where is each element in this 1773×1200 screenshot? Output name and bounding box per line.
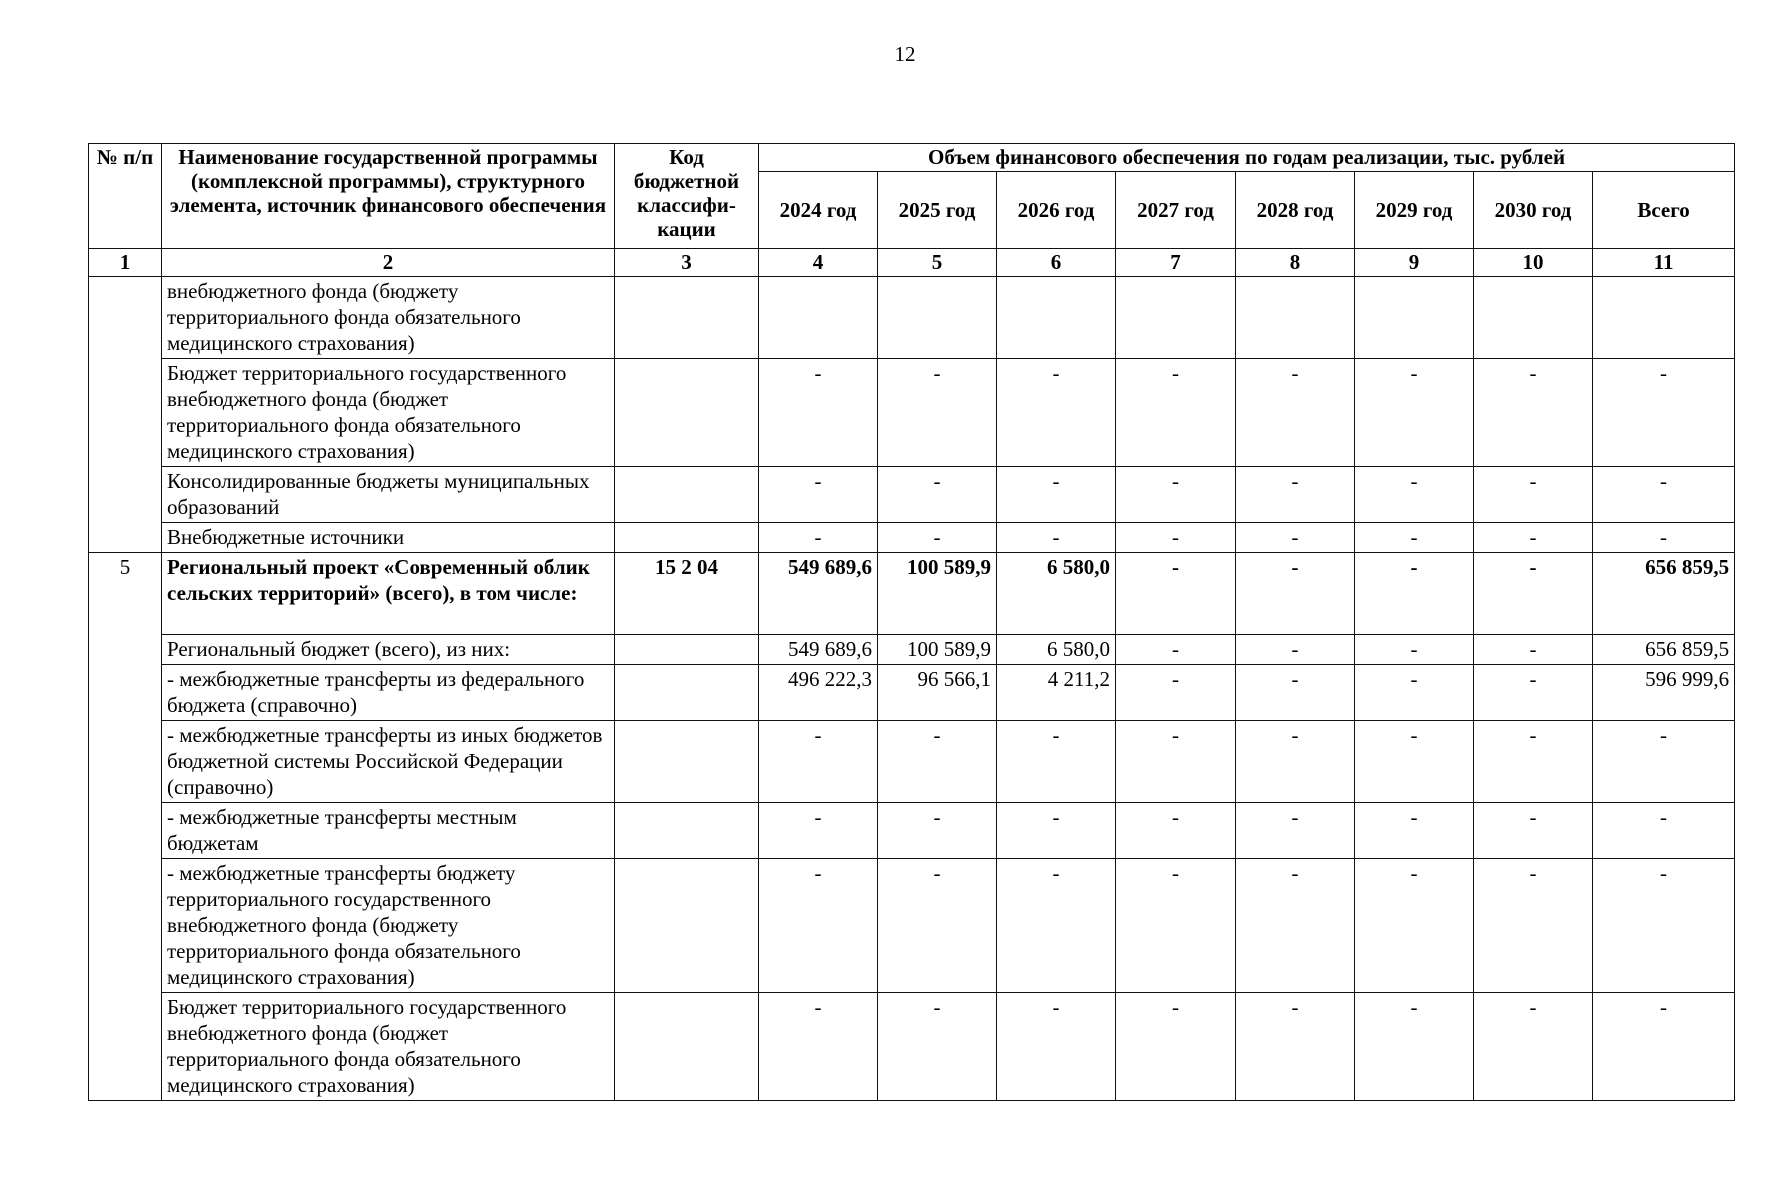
row-name: - межбюджетные трансферты из иных бюджетов бюджетной системы Российской Федерации (справочно) [162,721,615,803]
row-value [1355,277,1474,359]
row-value: - [1355,635,1474,665]
row-code [615,803,759,859]
row-value: - [878,467,997,523]
row-value: - [997,467,1116,523]
row-value: - [1355,665,1474,721]
row-number [89,277,162,553]
row-code [615,635,759,665]
row-value: - [1355,553,1474,635]
col-number: 11 [1593,249,1735,277]
header-code: Код бюджетной классифи-кации [615,144,759,249]
row-value: - [1116,721,1236,803]
row-value: - [1116,467,1236,523]
table-row [89,859,1735,993]
row-name: Региональный проект «Современный облик сельских территорий» (всего), в том числе: [162,553,615,635]
row-name: - межбюджетные трансферты бюджету территориального государственного внебюджетного фонда (бюджету территориального фонда обязательного медицинского страхования) [162,859,615,993]
table-row [89,553,1735,635]
row-value: - [997,721,1116,803]
row-value [878,277,997,359]
row-value: - [759,467,878,523]
row-name: - межбюджетные трансферты местным бюджетам [162,803,615,859]
row-value: - [1116,359,1236,467]
row-value: - [1474,665,1593,721]
row-value: 656 859,5 [1593,553,1735,635]
col-number: 9 [1355,249,1474,277]
financing-table [88,143,1735,1101]
row-value: - [1355,467,1474,523]
header-year-2030: 2030 год [1474,172,1593,249]
row-value [1116,277,1236,359]
row-value: - [1474,859,1593,993]
row-value [1474,277,1593,359]
row-value: 96 566,1 [878,665,997,721]
row-value: - [1474,803,1593,859]
row-value: - [878,993,997,1101]
row-value: - [1236,993,1355,1101]
col-number: 1 [89,249,162,277]
row-value: - [1116,553,1236,635]
row-value: - [1593,859,1735,993]
row-value: - [1116,993,1236,1101]
row-value: - [1355,721,1474,803]
row-value: - [1355,803,1474,859]
header-year-2025: 2025 год [878,172,997,249]
header-year-2027: 2027 год [1116,172,1236,249]
table-row [89,359,1735,467]
row-value: - [997,803,1116,859]
row-value: 549 689,6 [759,553,878,635]
col-number: 3 [615,249,759,277]
row-name: Консолидированные бюджеты муниципальных образований [162,467,615,523]
row-value: - [1474,467,1593,523]
row-value: 100 589,9 [878,635,997,665]
row-value: - [1236,635,1355,665]
col-number: 2 [162,249,615,277]
row-value [759,277,878,359]
row-code [615,467,759,523]
row-value: 100 589,9 [878,553,997,635]
row-value: - [1593,721,1735,803]
row-code [615,721,759,803]
row-value: - [997,523,1116,553]
row-value: - [1474,359,1593,467]
row-value: - [997,359,1116,467]
page-number: 12 [894,42,916,66]
row-value: - [878,859,997,993]
row-value: 596 999,6 [1593,665,1735,721]
header-total: Всего [1593,172,1735,249]
row-value: - [1593,359,1735,467]
header-year-2024: 2024 год [759,172,878,249]
header-year-2029: 2029 год [1355,172,1474,249]
row-name: Внебюджетные источники [162,523,615,553]
table-row [89,721,1735,803]
row-value: - [759,523,878,553]
col-number: 6 [997,249,1116,277]
row-value: - [1236,803,1355,859]
row-name: - межбюджетные трансферты из федерального бюджета (справочно) [162,665,615,721]
col-number: 7 [1116,249,1236,277]
row-code [615,359,759,467]
row-value: - [1355,993,1474,1101]
row-value: - [1236,467,1355,523]
row-value: - [1236,553,1355,635]
row-value: - [878,359,997,467]
row-value: - [759,359,878,467]
header-row-1 [89,144,1735,172]
row-value: - [759,803,878,859]
row-value: - [1355,359,1474,467]
table-row [89,665,1735,721]
row-value: - [1116,523,1236,553]
table-row [89,803,1735,859]
row-value: 496 222,3 [759,665,878,721]
row-value: - [759,721,878,803]
row-code [615,523,759,553]
col-number: 8 [1236,249,1355,277]
row-code [615,665,759,721]
row-value: - [1474,553,1593,635]
row-value: - [997,859,1116,993]
row-value [1593,277,1735,359]
header-num: № п/п [89,144,162,249]
row-value: - [1474,523,1593,553]
row-code [615,859,759,993]
row-value: 4 211,2 [997,665,1116,721]
col-number: 4 [759,249,878,277]
table-row [89,277,1735,359]
row-value: - [1474,721,1593,803]
row-value: 549 689,6 [759,635,878,665]
row-value: - [1593,803,1735,859]
row-value [1236,277,1355,359]
row-code [615,993,759,1101]
row-value [997,277,1116,359]
row-value: 6 580,0 [997,553,1116,635]
row-value: - [1474,993,1593,1101]
row-value: - [878,803,997,859]
row-value: - [1593,993,1735,1101]
row-value: - [1116,665,1236,721]
row-value: 6 580,0 [997,635,1116,665]
header-name: Наименование государственной программы (комплексной программы), структурного элемента, источник финансового обеспечения [162,144,615,249]
row-value: - [1116,803,1236,859]
row-value: - [997,993,1116,1101]
row-value: - [1474,635,1593,665]
row-value: - [1236,859,1355,993]
row-code: 15 2 04 [615,553,759,635]
row-value: - [1236,523,1355,553]
row-code [615,277,759,359]
row-name: Бюджет территориального государственного внебюджетного фонда (бюджет территориального фонда обязательного медицинского страхования) [162,993,615,1101]
row-value: - [1236,359,1355,467]
table-row [89,635,1735,665]
row-name: Региональный бюджет (всего), из них: [162,635,615,665]
table-row [89,523,1735,553]
col-number: 5 [878,249,997,277]
row-name: Бюджет территориального государственного внебюджетного фонда (бюджет территориального фонда обязательного медицинского страхования) [162,359,615,467]
header-year-2028: 2028 год [1236,172,1355,249]
row-value: - [1236,721,1355,803]
row-value: - [1116,635,1236,665]
column-number-row [89,249,1735,277]
table-row [89,467,1735,523]
row-number: 5 [89,553,162,1101]
row-value: - [1355,523,1474,553]
row-value: - [878,523,997,553]
row-value: - [1355,859,1474,993]
row-value: 656 859,5 [1593,635,1735,665]
table-row [89,993,1735,1101]
header-volume: Объем финансового обеспечения по годам реализации, тыс. рублей [759,144,1735,172]
row-value: - [759,993,878,1101]
row-value: - [1593,467,1735,523]
row-value: - [878,721,997,803]
row-value: - [1116,859,1236,993]
row-name: внебюджетного фонда (бюджету территориального фонда обязательного медицинского страхования) [162,277,615,359]
row-value: - [759,859,878,993]
row-value: - [1236,665,1355,721]
row-value: - [1593,523,1735,553]
header-year-2026: 2026 год [997,172,1116,249]
col-number: 10 [1474,249,1593,277]
